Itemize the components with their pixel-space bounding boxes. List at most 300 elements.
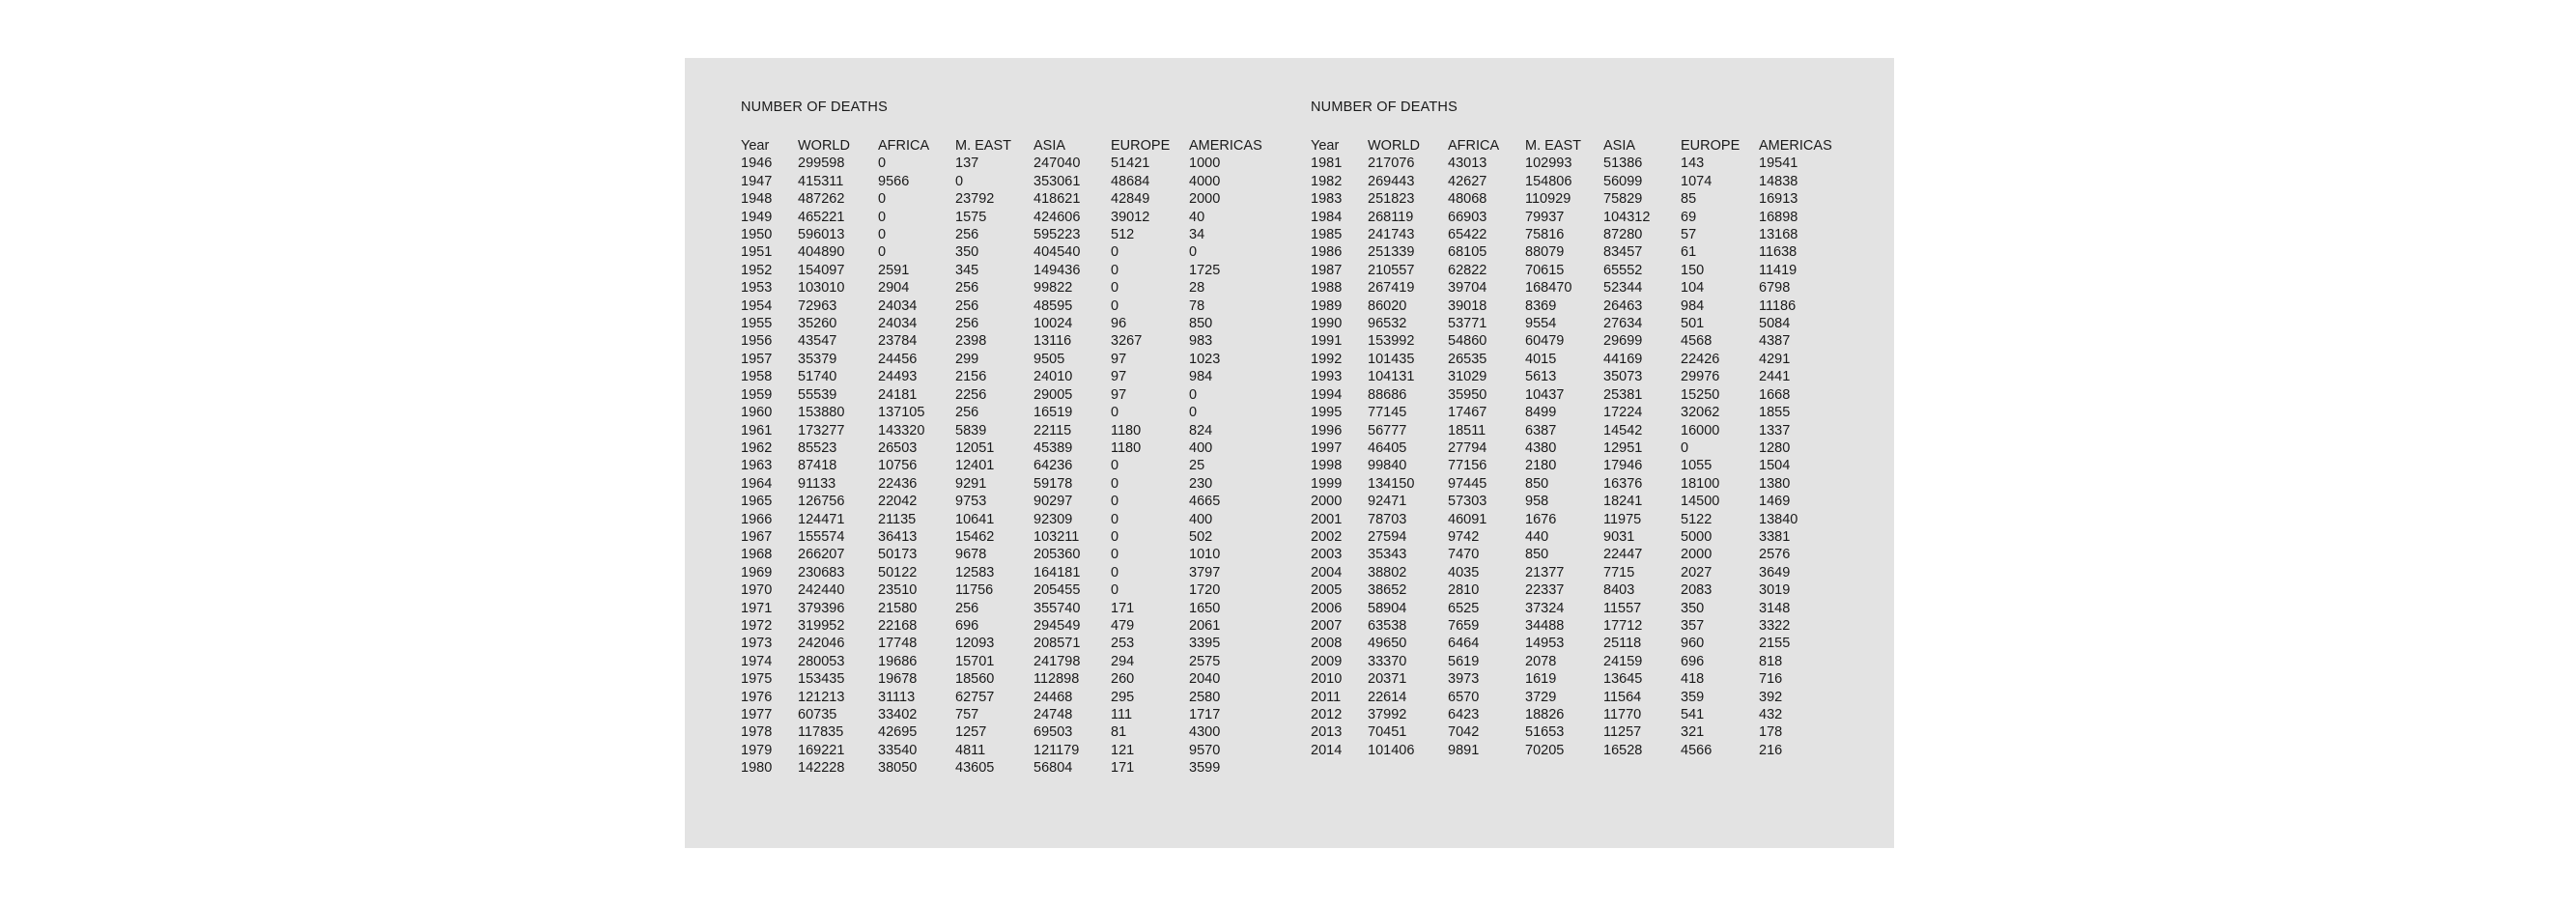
cell-africa: 0 [878,227,887,243]
cell-americas: 16898 [1759,209,1798,225]
cell-europe: 0 [1111,547,1119,563]
cell-middle-east: 12051 [955,439,995,456]
cell-middle-east: 9753 [955,494,987,510]
cell-middle-east: 154806 [1525,173,1572,189]
cell-africa: 6464 [1448,636,1480,652]
cell-africa: 23510 [878,582,918,599]
table-row [1311,439,1836,457]
cell-europe: 121 [1111,742,1135,758]
table-row [741,706,1266,723]
cell-europe: 15250 [1681,386,1720,403]
table-row [1311,226,1836,243]
cell-europe: 541 [1681,707,1705,722]
cell-asia: 404540 [1033,244,1081,261]
cell-world: 142228 [798,760,845,777]
cell-asia: 424606 [1033,209,1081,225]
cell-americas: 13840 [1759,511,1798,527]
cell-africa: 39018 [1448,297,1487,314]
cell-europe: 2027 [1681,564,1713,580]
cell-year: 2003 [1311,547,1343,563]
cell-europe: 294 [1111,653,1135,669]
cell-world: 91133 [798,475,836,492]
cell-asia: 24010 [1033,369,1073,385]
cell-world: 153880 [798,405,845,421]
cell-world: 58904 [1368,600,1407,616]
table-row [1311,422,1836,439]
cell-middle-east: 60479 [1525,333,1565,350]
cell-asia: 25118 [1603,636,1642,652]
cell-year: 2010 [1311,671,1343,688]
cell-africa: 38050 [878,760,918,777]
cell-middle-east: 9291 [955,475,987,492]
cell-world: 217076 [1368,156,1415,172]
table-row [741,635,1266,652]
cell-year: 1986 [1311,244,1343,261]
cell-world: 20371 [1368,671,1407,688]
cell-africa: 24034 [878,297,918,314]
cell-africa: 22042 [878,494,918,510]
cell-africa: 22436 [878,475,918,492]
cell-middle-east: 62757 [955,689,995,705]
cell-africa: 24493 [878,369,918,385]
cell-world: 86020 [1368,297,1407,314]
cell-europe: 97 [1111,386,1127,403]
cell-africa: 0 [878,209,887,225]
cell-africa: 143320 [878,422,925,439]
cell-middle-east: 2078 [1525,653,1557,669]
cell-americas: 25 [1189,458,1205,474]
cell-middle-east: 256 [955,316,979,332]
cell-europe: 512 [1111,227,1135,243]
cell-europe: 357 [1681,617,1705,634]
cell-americas: 400 [1189,439,1213,456]
cell-americas: 1504 [1759,458,1791,474]
cell-africa: 50173 [878,547,918,563]
cell-americas: 1725 [1189,262,1221,278]
cell-americas: 216 [1759,742,1783,758]
cell-middle-east: 168470 [1525,280,1572,297]
cell-africa: 48068 [1448,191,1487,208]
header-americas: AMERICAS [1189,138,1262,154]
cell-middle-east: 256 [955,227,979,243]
header-world: WORLD [1368,138,1420,154]
cell-world: 266207 [798,547,845,563]
cell-middle-east: 21377 [1525,564,1565,580]
cell-world: 88686 [1368,386,1407,403]
cell-africa: 42695 [878,724,918,741]
cell-world: 92471 [1368,494,1407,510]
cell-europe: 57 [1681,227,1697,243]
cell-year: 1991 [1311,333,1343,350]
cell-europe: 1074 [1681,173,1713,189]
table-row [741,528,1266,546]
cell-americas: 230 [1189,475,1213,492]
cell-year: 1947 [741,173,773,189]
table-row [741,546,1266,563]
cell-africa: 2810 [1448,582,1480,599]
cell-world: 415311 [798,173,844,189]
cell-world: 35260 [798,316,837,332]
cell-middle-east: 2256 [955,386,987,403]
cell-asia: 595223 [1033,227,1081,243]
cell-europe: 260 [1111,671,1135,688]
cell-world: 55539 [798,386,837,403]
cell-americas: 3599 [1189,760,1221,777]
table-row [741,742,1266,759]
cell-asia: 294549 [1033,617,1081,634]
header-row [741,137,1266,155]
cell-world: 38652 [1368,582,1407,599]
cell-africa: 4035 [1448,564,1480,580]
deaths-table [1311,137,1836,759]
table-title: NUMBER OF DEATHS [741,99,888,115]
cell-asia: 12951 [1603,439,1643,456]
cell-year: 1993 [1311,369,1343,385]
cell-world: 46405 [1368,439,1407,456]
cell-middle-east: 43605 [955,760,995,777]
table-row [741,439,1266,457]
table-row [741,457,1266,474]
cell-middle-east: 4380 [1525,439,1557,456]
cell-europe: 4568 [1681,333,1713,350]
cell-americas: 1010 [1189,547,1221,563]
cell-year: 1985 [1311,227,1343,243]
cell-middle-east: 10641 [955,511,995,527]
cell-middle-east: 1676 [1525,511,1557,527]
cell-africa: 62822 [1448,262,1487,278]
cell-africa: 24034 [878,316,918,332]
cell-world: 101435 [1368,351,1415,367]
cell-africa: 17748 [878,636,918,652]
cell-americas: 2576 [1759,547,1791,563]
cell-world: 78703 [1368,511,1407,527]
table-row [1311,262,1836,279]
cell-middle-east: 14953 [1525,636,1565,652]
cell-year: 2006 [1311,600,1343,616]
cell-year: 1974 [741,653,773,669]
cell-world: 241743 [1368,227,1415,243]
cell-year: 1962 [741,439,773,456]
cell-asia: 29699 [1603,333,1643,350]
cell-middle-east: 2398 [955,333,987,350]
cell-americas: 983 [1189,333,1213,350]
table-row [1311,689,1836,706]
cell-asia: 353061 [1033,173,1081,189]
cell-americas: 1380 [1759,475,1791,492]
cell-middle-east: 18826 [1525,707,1565,722]
cell-asia: 83457 [1603,244,1643,261]
cell-middle-east: 850 [1525,475,1549,492]
cell-asia: 22115 [1033,422,1072,439]
table-row [741,262,1266,279]
cell-asia: 11975 [1603,511,1642,527]
cell-africa: 2904 [878,280,910,297]
cell-americas: 78 [1189,297,1205,314]
cell-africa: 57303 [1448,494,1487,510]
cell-year: 1997 [1311,439,1343,456]
cell-asia: 11564 [1603,689,1642,705]
table-row [741,315,1266,332]
cell-year: 1971 [741,600,773,616]
cell-year: 1964 [741,475,773,492]
cell-americas: 0 [1189,405,1198,421]
cell-asia: 9031 [1603,528,1635,545]
cell-world: 154097 [798,262,845,278]
cell-europe: 418 [1681,671,1705,688]
cell-year: 1949 [741,209,773,225]
cell-americas: 3395 [1189,636,1221,652]
cell-asia: 241798 [1033,653,1081,669]
cell-africa: 24181 [878,386,918,403]
cell-world: 155574 [798,528,845,545]
cell-middle-east: 299 [955,351,979,367]
table-row [1311,351,1836,368]
cell-middle-east: 2156 [955,369,987,385]
cell-world: 87418 [798,458,837,474]
cell-asia: 8403 [1603,582,1635,599]
cell-world: 251339 [1368,244,1415,261]
cell-year: 1980 [741,760,773,777]
cell-year: 2001 [1311,511,1343,527]
cell-middle-east: 696 [955,617,979,634]
cell-asia: 45389 [1033,439,1073,456]
cell-americas: 3148 [1759,600,1791,616]
cell-world: 153435 [798,671,845,688]
cell-europe: 1180 [1111,439,1142,456]
cell-africa: 6525 [1448,600,1480,616]
cell-middle-east: 22337 [1525,582,1565,599]
table-row [741,759,1266,777]
cell-asia: 418621 [1033,191,1081,208]
table-row [741,670,1266,688]
cell-europe: 295 [1111,689,1135,705]
cell-europe: 48684 [1111,173,1150,189]
cell-year: 2005 [1311,582,1343,599]
cell-africa: 43013 [1448,156,1487,172]
cell-americas: 2441 [1759,369,1791,385]
cell-europe: 5000 [1681,528,1713,545]
cell-world: 22614 [1368,689,1407,705]
cell-africa: 19678 [878,671,918,688]
cell-americas: 34 [1189,227,1205,243]
cell-middle-east: 958 [1525,494,1549,510]
cell-world: 210557 [1368,262,1415,278]
cell-world: 173277 [798,422,845,439]
cell-africa: 6423 [1448,707,1480,722]
cell-asia: 24159 [1603,653,1643,669]
cell-world: 465221 [798,209,845,225]
cell-africa: 24456 [878,351,918,367]
cell-asia: 13645 [1603,671,1643,688]
table-row [1311,706,1836,723]
cell-world: 99840 [1368,458,1407,474]
cell-africa: 26535 [1448,351,1487,367]
cell-year: 1981 [1311,156,1343,172]
cell-year: 1967 [741,528,773,545]
cell-africa: 17467 [1448,405,1487,421]
cell-asia: 22447 [1603,547,1643,563]
cell-middle-east: 1619 [1525,671,1557,688]
cell-year: 1946 [741,156,773,172]
cell-year: 2014 [1311,742,1343,758]
cell-year: 1966 [741,511,773,527]
deaths-table-1981-2014 [1311,99,1836,759]
cell-year: 2002 [1311,528,1343,545]
cell-europe: 3267 [1111,333,1143,350]
cell-europe: 1180 [1111,422,1142,439]
cell-year: 2011 [1311,689,1342,705]
cell-middle-east: 10437 [1525,386,1565,403]
cell-africa: 65422 [1448,227,1487,243]
cell-world: 596013 [798,227,845,243]
cell-africa: 7659 [1448,617,1480,634]
cell-africa: 68105 [1448,244,1487,261]
cell-americas: 1855 [1759,405,1791,421]
cell-world: 268119 [1368,209,1414,225]
cell-africa: 21580 [878,600,918,616]
cell-world: 33370 [1368,653,1407,669]
cell-europe: 359 [1681,689,1705,705]
table-row [741,209,1266,226]
cell-year: 1990 [1311,316,1343,332]
table-row [741,297,1266,315]
cell-year: 1968 [741,547,773,563]
cell-americas: 1469 [1759,494,1791,510]
cell-europe: 0 [1111,582,1119,599]
cell-europe: 16000 [1681,422,1720,439]
cell-americas: 5084 [1759,316,1791,332]
cell-world: 153992 [1368,333,1415,350]
cell-americas: 2580 [1189,689,1221,705]
cell-world: 63538 [1368,617,1407,634]
table-title: NUMBER OF DEATHS [1311,99,1458,115]
table-row [1311,404,1836,421]
cell-asia: 164181 [1033,564,1081,580]
header-asia: ASIA [1603,138,1636,154]
cell-year: 1970 [741,582,773,599]
cell-asia: 44169 [1603,351,1643,367]
cell-europe: 171 [1111,760,1135,777]
cell-year: 1957 [741,351,773,367]
cell-europe: 479 [1111,617,1135,634]
cell-world: 169221 [798,742,845,758]
cell-africa: 23784 [878,333,918,350]
table-row [1311,528,1836,546]
cell-africa: 31113 [878,689,916,705]
cell-europe: 150 [1681,262,1705,278]
table-row [1311,368,1836,385]
cell-africa: 54860 [1448,333,1487,350]
cell-year: 1954 [741,297,773,314]
header-europe: EUROPE [1681,138,1741,154]
table-row [741,581,1266,599]
cell-africa: 33402 [878,707,918,722]
cell-europe: 0 [1681,439,1689,456]
cell-middle-east: 256 [955,280,979,297]
cell-africa: 97445 [1448,475,1487,492]
cell-americas: 1023 [1189,351,1221,367]
cell-year: 2009 [1311,653,1343,669]
cell-middle-east: 70615 [1525,262,1565,278]
cell-world: 121213 [798,689,845,705]
cell-middle-east: 51653 [1525,724,1565,741]
cell-middle-east: 9678 [955,547,987,563]
cell-africa: 21135 [878,511,917,527]
cell-asia: 64236 [1033,458,1073,474]
cell-europe: 143 [1681,156,1705,172]
cell-asia: 17712 [1603,617,1643,634]
cell-europe: 4566 [1681,742,1713,758]
cell-europe: 0 [1111,280,1119,297]
table-row [1311,670,1836,688]
cell-africa: 0 [878,156,887,172]
cell-americas: 0 [1189,386,1198,403]
header-africa: AFRICA [1448,138,1500,154]
table-row [741,600,1266,617]
cell-asia: 11770 [1603,707,1642,722]
cell-europe: 0 [1111,475,1119,492]
cell-world: 242440 [798,582,845,599]
cell-world: 319952 [798,617,845,634]
cell-asia: 35073 [1603,369,1643,385]
cell-africa: 22168 [878,617,918,634]
table-row [741,243,1266,261]
table-row [741,155,1266,172]
table-row [741,653,1266,670]
cell-middle-east: 102993 [1525,156,1572,172]
cell-africa: 9891 [1448,742,1480,758]
table-row [741,386,1266,404]
cell-year: 1978 [741,724,773,741]
cell-americas: 2061 [1189,617,1221,634]
cell-world: 35379 [798,351,837,367]
cell-europe: 29976 [1681,369,1720,385]
cell-europe: 2000 [1681,547,1713,563]
deaths-table-1946-1980 [741,99,1266,778]
table-row [1311,600,1836,617]
cell-africa: 6570 [1448,689,1480,705]
cell-africa: 39704 [1448,280,1487,297]
cell-asia: 10024 [1033,316,1073,332]
cell-middle-east: 11756 [955,582,994,599]
cell-year: 1951 [741,244,773,261]
cell-middle-east: 256 [955,297,979,314]
cell-asia: 59178 [1033,475,1073,492]
cell-middle-east: 8499 [1525,405,1557,421]
cell-asia: 26463 [1603,297,1643,314]
cell-middle-east: 37324 [1525,600,1565,616]
cell-year: 1982 [1311,173,1343,189]
table-row [741,351,1266,368]
table-row [1311,581,1836,599]
cell-europe: 97 [1111,351,1127,367]
cell-americas: 392 [1759,689,1783,705]
cell-asia: 11257 [1603,724,1642,741]
cell-europe: 61 [1681,244,1697,261]
cell-year: 1948 [741,191,773,208]
cell-americas: 4665 [1189,494,1221,510]
cell-europe: 0 [1111,494,1119,510]
table-row [741,422,1266,439]
cell-europe: 96 [1111,316,1127,332]
cell-africa: 31029 [1448,369,1487,385]
table-row [1311,332,1836,350]
cell-world: 27594 [1368,528,1407,545]
cell-europe: 253 [1111,636,1135,652]
cell-africa: 9742 [1448,528,1480,545]
cell-year: 1975 [741,671,773,688]
cell-middle-east: 12093 [955,636,995,652]
